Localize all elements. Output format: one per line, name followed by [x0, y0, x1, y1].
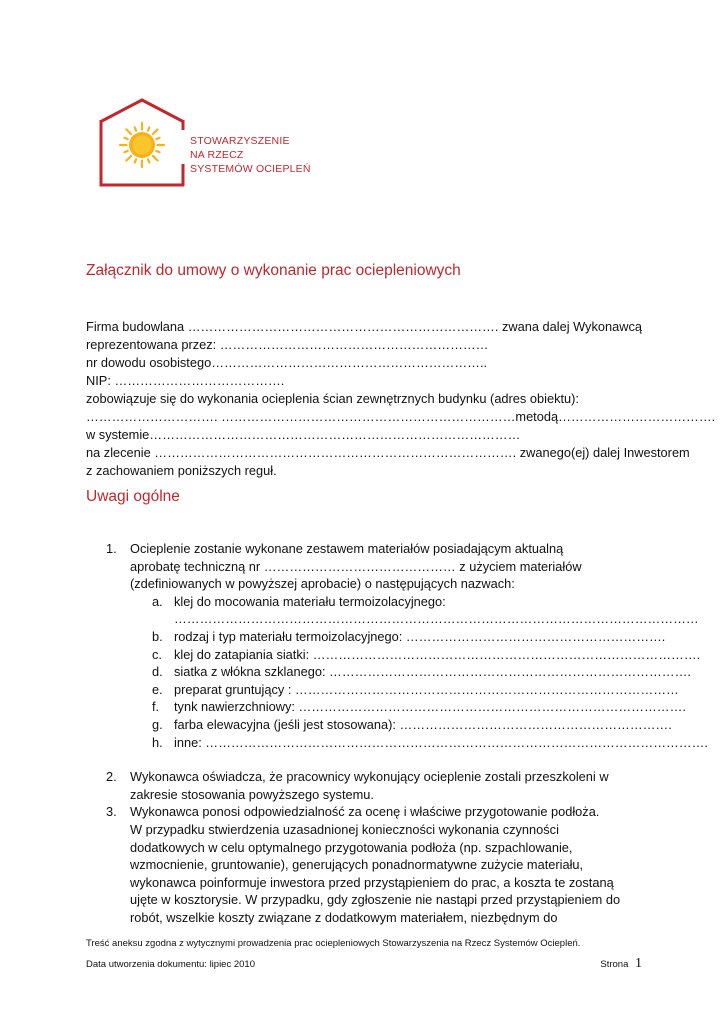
sun-ray	[156, 151, 159, 152]
list-item-line: wzmocnienie, gruntowanie), generujących ponadnormatywne zużycie materiału,	[130, 857, 584, 873]
intro-line: w systemie……………………………………………………………………………	[86, 427, 521, 442]
sub-item-text	[174, 716, 672, 734]
list-item-number: 1.	[106, 541, 117, 556]
list-item-line: ujęte w kosztorysie. W przypadku, gdy zgłoszenie nie nastąpi przed przystąpieniem do	[130, 892, 621, 908]
page-footer	[86, 934, 642, 975]
intro-line: zobowiązuje się do wykonania ocieplenia ścian zewnętrznych budynku (adres obiektu):	[86, 391, 579, 406]
sub-item-letter: c.	[152, 646, 162, 662]
list-item-line: Wykonawca ponosi odpowiedzialność za ocenę i właściwe przygotowanie podłoża.	[130, 804, 600, 820]
sub-item-line: klej do zatapiania siatki: ……………………………………………………………………………….	[174, 646, 701, 662]
page-number: 1	[635, 956, 642, 971]
sub-item	[130, 698, 708, 716]
sub-item	[130, 646, 708, 664]
sun-ray	[148, 159, 149, 162]
list-item-line: aprobatę techniczną nr ……………………………………… z użyciem materiałów	[130, 558, 582, 574]
intro-block	[86, 318, 715, 480]
sub-item	[130, 716, 708, 734]
sun-ray	[148, 127, 149, 130]
list-item	[106, 540, 708, 751]
sub-item-text	[174, 681, 679, 699]
sub-item-text	[174, 646, 700, 664]
intro-line: na zlecenie …………………………………………………………………………. zwanego(ej) dalej Inwestorem	[86, 445, 690, 460]
list-item-text	[130, 540, 708, 751]
sub-item-line: rodzaj i typ materiału termoizolacyjnego: …………………………………………………….	[174, 628, 666, 644]
intro-line: nr dowodu osobistego………………………………………………………..	[86, 355, 488, 370]
sub-item-line: siatka z włókna szklanego: ………………………………………………………………………….	[174, 664, 691, 680]
list-item-text	[130, 768, 646, 803]
list-item-text	[130, 803, 646, 926]
sub-item	[130, 593, 708, 628]
sub-item-letter: e.	[152, 681, 163, 697]
sub-item-letter: f.	[152, 699, 160, 715]
list-item-line: zakresie stosowania powyższego systemu.	[130, 786, 374, 802]
list-item	[106, 768, 646, 803]
sun-ray	[153, 156, 158, 161]
sun-ray	[126, 156, 131, 161]
intro-line: NIP: ………………………………….	[86, 373, 285, 388]
section-title: Uwagi ogólne	[86, 488, 180, 505]
footer-note: Treść aneksu zgodna z wytycznymi prowadzenia prac ociepleniowych Stowarzyszenia na Rzecz Systemów Ociepleń.	[86, 938, 581, 949]
list-item-line: Wykonawca oświadcza, że pracownicy wykonujący ocieplenie zostali przeszkoleni w	[130, 769, 609, 785]
list-item-line: (zdefiniowanych w powyższej aprobacie) o następujących nazwach:	[130, 576, 515, 592]
sub-item-letter: g.	[152, 716, 163, 732]
sub-item-text	[174, 698, 686, 716]
intro-line: Firma budowlana ………………………………………………………………. zwana dalej Wykonawcą	[86, 319, 642, 334]
sub-item-line: farba elewacyjna (jeśli jest stosowana): ……………………………………………………….	[174, 716, 672, 732]
sub-item-line: tynk nawierzchniowy: ……………………………………………………………………………….	[174, 699, 686, 715]
document-title: Załącznik do umowy o wykonanie prac ociepleniowych	[86, 262, 461, 279]
sub-item-letter: b.	[152, 628, 163, 644]
intro-line: z zachowaniem poniższych reguł.	[86, 463, 277, 478]
sub-item-text	[174, 663, 691, 681]
list-item-line: wykonawca poinformuje inwestora przed przystąpieniem do prac, a koszta te zostaną	[130, 874, 614, 890]
sub-item-text	[174, 628, 665, 646]
sub-item-line: klej do mocowania materiału termoizolacyjnego:	[174, 593, 446, 609]
page-indicator	[600, 954, 642, 975]
page-label: Strona	[600, 959, 629, 970]
sun-ray	[135, 159, 136, 162]
sub-item	[130, 628, 708, 646]
sun-ray	[156, 138, 159, 139]
sun-ray	[153, 129, 158, 134]
list-item-number: 3.	[106, 804, 117, 820]
sub-item-letter: a.	[152, 593, 163, 609]
list-item-line: robót, wszelkie koszty związane z dodatkowym materiałem, niezbędnym do	[130, 909, 558, 925]
footer-date: Data utworzenia dokumentu: lipiec 2010	[86, 959, 255, 970]
logo-line-3: SYSTEMÓW OCIEPLEŃ	[190, 163, 311, 175]
sun-ray	[124, 138, 127, 139]
list-item-line: W przypadku stwierdzenia uzasadnionej konieczności wykonania czynności	[130, 821, 559, 837]
intro-line: reprezentowana przez: ………………………………………………………	[86, 337, 489, 352]
sub-item-letter: h.	[152, 734, 163, 750]
list-item-line: Ocieplenie zostanie wykonane zestawem materiałów posiadającym aktualną	[130, 541, 564, 556]
sun-ray	[135, 127, 136, 130]
sub-item	[130, 663, 708, 681]
sub-item-line: inne: ……………………………………………………………………………………………………….	[174, 734, 708, 750]
list-item-line: dodatkowych w celu optymalnego przygotowania podłoża (np. szpachlowanie,	[130, 839, 573, 855]
logo-text	[190, 134, 311, 176]
logo-line-2: NA RZECZ	[190, 149, 244, 161]
sub-item-line: ……………………………………………………………………………………………………………	[174, 611, 699, 627]
sub-item-text	[174, 734, 708, 752]
sub-item-letter: d.	[152, 664, 163, 680]
sun-ray	[126, 129, 131, 134]
logo-line-1: STOWARZYSZENIE	[190, 135, 290, 147]
sub-item-text	[174, 593, 699, 628]
sun-ray	[124, 151, 127, 152]
list-item	[106, 803, 646, 926]
sub-item-line: preparat gruntujący : ………………………………………………………………………………	[174, 681, 679, 697]
spacer	[106, 751, 646, 768]
intro-line: …………………………. ……………………………………………………………metodą……………………………….	[86, 409, 716, 424]
sub-item	[130, 681, 708, 699]
sub-item	[130, 734, 708, 752]
numbered-list	[106, 540, 708, 926]
list-item-number: 2.	[106, 769, 117, 785]
